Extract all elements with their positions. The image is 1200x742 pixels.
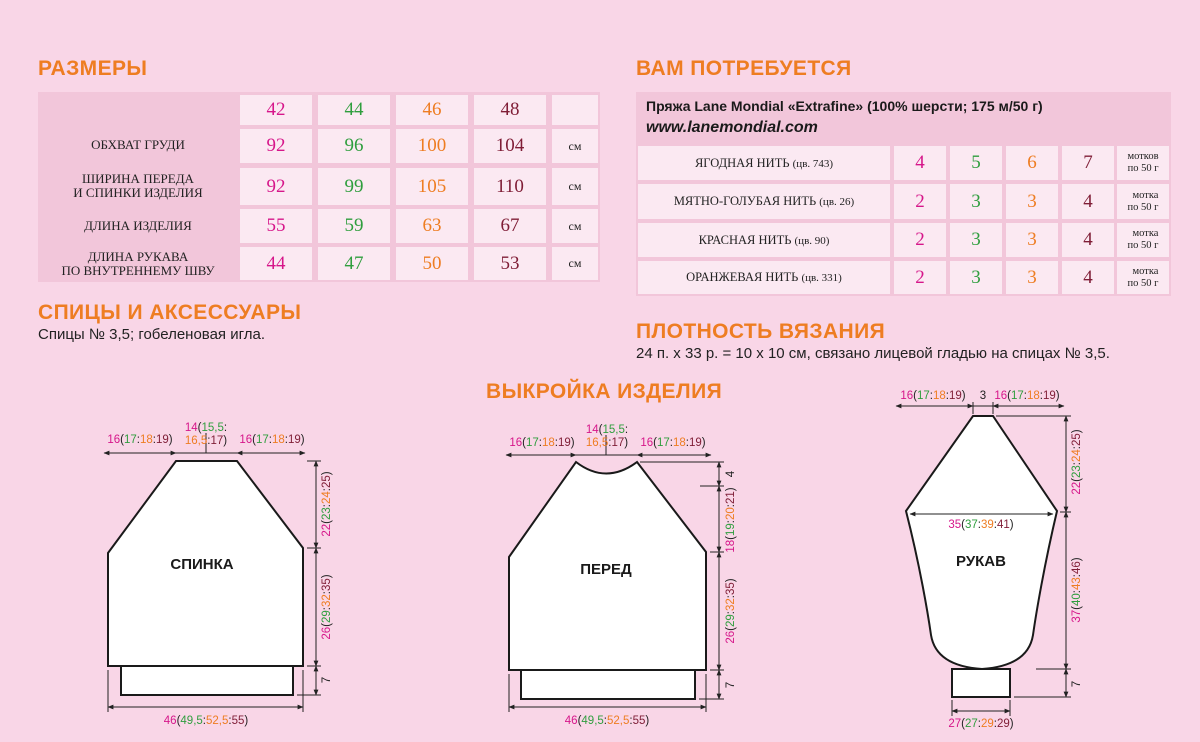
size-label-48: 48 <box>500 99 520 120</box>
sizes-heading: РАЗМЕРЫ <box>38 57 148 80</box>
yarn-qty-cell: 4 <box>1062 184 1114 219</box>
row-label-length: ДЛИНА ИЗДЕЛИЯ <box>84 218 192 233</box>
yarn-qty-cell: 2 <box>894 184 946 219</box>
yarn-title: Пряжа Lane Mondial «Extrafine» (100% шерсти; 175 м/50 г) <box>646 98 1043 114</box>
size-label-46: 46 <box>422 99 442 120</box>
sleeve-shape <box>906 416 1057 669</box>
unit-cell: см <box>552 168 598 205</box>
sleeve-cuff-dim: 27(27:29:29) <box>948 718 1014 730</box>
front-neck-depth-dim: 4 <box>725 470 737 478</box>
unit-cell: см <box>552 247 598 280</box>
front-piece <box>506 424 737 727</box>
unit-cell: см <box>552 129 598 163</box>
sleeve-top-left-dim: 16(17:18:19) <box>900 390 966 402</box>
back-top-right-dim: 16(17:18:19) <box>239 434 305 446</box>
back-raglan-dim: 22(23:24:25) <box>321 471 333 537</box>
back-rib-dim: 7 <box>321 676 333 684</box>
value-cell: 92 <box>240 168 312 205</box>
needles-text: Спицы № 3,5; гобеленовая игла. <box>38 326 266 343</box>
yarn-name: ОРАНЖЕВАЯ НИТЬ <box>686 270 799 284</box>
yarn-url: www.lanemondial.com <box>646 119 818 136</box>
back-label: СПИНКА <box>170 556 234 573</box>
front-neck-dim-2: 16,5:17) <box>585 437 629 449</box>
yarn-name: ЯГОДНАЯ НИТЬ <box>694 155 790 170</box>
value-cell: 53 <box>474 247 546 280</box>
yarn-qty-cell: 4 <box>1062 261 1114 294</box>
yarn-unit-cell: мотков по 50 г <box>1117 146 1169 180</box>
front-top-right-dim: 16(17:18:19) <box>640 437 706 449</box>
yarn-qty-cell: 3 <box>1006 223 1058 257</box>
value-cell: 50 <box>396 247 468 280</box>
yarn-code: (цв. 743) <box>792 157 834 170</box>
value-cell: 96 <box>318 129 390 163</box>
yarn-code: (цв. 331) <box>801 272 842 284</box>
yarn-qty-cell: 3 <box>950 223 1002 257</box>
value-cell: 63 <box>396 209 468 243</box>
front-raglan-dim: 18(19:20:21) <box>725 487 737 553</box>
sleeve-upper-width-dim: 35(37:39:41) <box>948 519 1014 531</box>
value-cell: 44 <box>240 247 312 280</box>
size-label-42: 42 <box>266 99 286 120</box>
back-piece <box>104 422 333 727</box>
value-cell: 92 <box>240 129 312 163</box>
yarn-qty-cell: 4 <box>1062 223 1114 257</box>
value-cell: 110 <box>474 168 546 205</box>
value-cell: 105 <box>396 168 468 205</box>
materials-heading: ВАМ ПОТРЕБУЕТСЯ <box>636 57 852 80</box>
sleeve-raglan-dim: 22(23:24:25) <box>1071 429 1083 495</box>
sleeve-label: РУКАВ <box>956 553 1006 570</box>
back-neck-dim-2: 16,5:17) <box>184 435 228 447</box>
yarn-qty-cell: 4 <box>894 146 946 180</box>
sleeve-cuff-shape <box>952 669 1010 697</box>
pattern-heading: ВЫКРОЙКА ИЗДЕЛИЯ <box>486 380 723 403</box>
sleeve-piece <box>896 390 1083 730</box>
front-top-left-dim: 16(17:18:19) <box>509 437 575 449</box>
back-top-left-dim: 16(17:18:19) <box>107 434 173 446</box>
yarn-qty-cell: 2 <box>894 261 946 294</box>
front-rib-shape <box>521 670 695 699</box>
sleeve-length-dim: 37(40:43:46) <box>1071 557 1083 623</box>
value-cell: 104 <box>474 129 546 163</box>
front-body-dim: 26(29:32:35) <box>725 578 737 644</box>
row-label-sleeve: ДЛИНА РУКАВА ПО ВНУТРЕННЕМУ ШВУ <box>61 249 215 278</box>
back-width-dim: 46(49,5:52,5:55) <box>163 715 249 727</box>
yarn-qty-cell: 5 <box>950 146 1002 180</box>
sleeve-rib-dim: 7 <box>1071 680 1083 688</box>
back-body-dim: 26(29:32:35) <box>321 574 333 640</box>
front-rib-dim: 7 <box>725 681 737 689</box>
sleeve-top-middle-dim: 3 <box>979 390 987 402</box>
size-label-44: 44 <box>344 99 364 120</box>
yarn-qty-cell: 3 <box>1006 184 1058 219</box>
yarn-unit-cell: мотка по 50 г <box>1117 223 1169 257</box>
yarn-qty-cell: 3 <box>1006 261 1058 294</box>
yarn-unit-cell: мотка по 50 г <box>1117 184 1169 219</box>
value-cell: 47 <box>318 247 390 280</box>
yarn-name: МЯТНО-ГОЛУБАЯ НИТЬ <box>673 194 817 208</box>
value-cell: 100 <box>396 129 468 163</box>
needles-heading: СПИЦЫ И АКСЕССУАРЫ <box>38 301 302 324</box>
yarn-code: (цв. 26) <box>819 196 855 208</box>
row-label-chest: ОБХВАТ ГРУДИ <box>91 137 185 152</box>
sleeve-top-right-dim: 16(17:18:19) <box>994 390 1060 402</box>
yarn-unit-cell: мотка по 50 г <box>1117 261 1169 294</box>
front-neck-dim: 14(15,5: <box>585 424 629 436</box>
value-cell: 59 <box>318 209 390 243</box>
yarn-qty-cell: 3 <box>950 184 1002 219</box>
value-cell: 67 <box>474 209 546 243</box>
gauge-text: 24 п. х 33 р. = 10 х 10 см, связано лицевой гладью на спицах № 3,5. <box>636 345 1110 362</box>
back-neck-dim: 14(15,5: <box>184 422 228 434</box>
back-rib-shape <box>121 666 293 695</box>
gauge-heading: ПЛОТНОСТЬ ВЯЗАНИЯ <box>636 320 886 343</box>
row-label-width: ШИРИНА ПЕРЕДА И СПИНКИ ИЗДЕЛИЯ <box>73 171 203 200</box>
front-label: ПЕРЕД <box>580 561 632 578</box>
yarn-name: КРАСНАЯ НИТЬ <box>698 232 792 247</box>
yarn-qty-cell: 6 <box>1006 146 1058 180</box>
front-width-dim: 46(49,5:52,5:55) <box>564 715 650 727</box>
yarn-qty-cell: 7 <box>1062 146 1114 180</box>
value-cell: 99 <box>318 168 390 205</box>
yarn-code: (цв. 90) <box>794 234 830 247</box>
yarn-qty-cell: 2 <box>894 223 946 257</box>
value-cell: 55 <box>240 209 312 243</box>
yarn-qty-cell: 3 <box>950 261 1002 294</box>
unit-cell: см <box>552 209 598 243</box>
